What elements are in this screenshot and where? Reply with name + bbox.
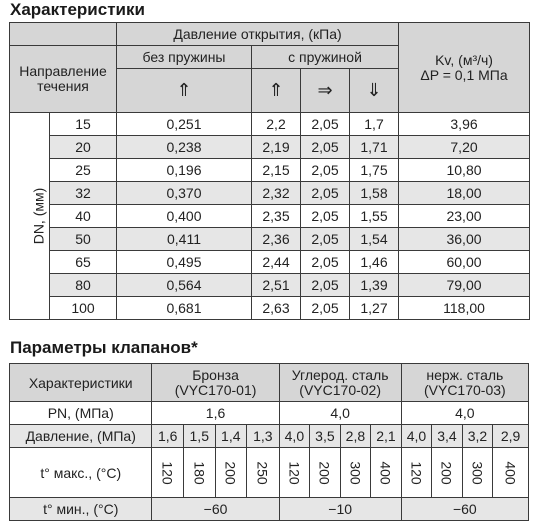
stainless-header-line1: нерж. сталь [426, 366, 504, 383]
spring-up-cell: 2,2 [252, 113, 301, 136]
tmax-cell: 200 [432, 448, 463, 498]
pressure-cell: 1,6 [152, 425, 184, 448]
pressure-cell: 3,5 [310, 425, 341, 448]
spring-down-cell: 1,71 [350, 136, 399, 159]
tmin-label: t° мин., (°C) [10, 498, 152, 521]
tmax-cell: 200 [215, 448, 247, 498]
dn-cell: 32 [50, 182, 117, 205]
tmax-cell: 120 [401, 448, 432, 498]
spring-up-cell: 2,36 [252, 228, 301, 251]
spring-up-cell: 2,51 [252, 274, 301, 297]
kv-cell: 118,00 [399, 297, 530, 320]
pn-label: PN, (МПа) [10, 402, 152, 425]
bronze-header-line1: Бронза [192, 366, 239, 383]
kv-cell: 10,80 [399, 159, 530, 182]
dn-cell: 100 [50, 297, 117, 320]
tmax-label: t° макс., (°C) [10, 448, 152, 498]
spring-down-cell: 1,75 [350, 159, 399, 182]
tmax-cell: 400 [371, 448, 402, 498]
pressure-cell: 4,0 [279, 425, 310, 448]
kv-cell: 23,00 [399, 205, 530, 228]
no-spring-cell: 0,411 [117, 228, 252, 251]
spring-up-cell: 2,44 [252, 251, 301, 274]
pn-carbon: 4,0 [279, 402, 401, 425]
bronze-header-line2: (VYC170-01) [174, 381, 257, 398]
kv-cell: 36,00 [399, 228, 530, 251]
pressure-cell: 1,5 [183, 425, 215, 448]
spring-horizontal-cell: 2,05 [301, 205, 350, 228]
bronze-header [152, 364, 279, 402]
flow-direction-line2: течения [37, 78, 89, 94]
kv-header [399, 23, 530, 113]
tmax-cell: 300 [340, 448, 371, 498]
flow-direction-line1: Направление [19, 63, 107, 79]
tmax-cell: 300 [462, 448, 493, 498]
no-spring-cell: 0,495 [117, 251, 252, 274]
spring-horizontal-cell: 2,05 [301, 182, 350, 205]
characteristics-table [9, 22, 530, 320]
dn-cell: 80 [50, 274, 117, 297]
pressure-cell: 3,4 [432, 425, 463, 448]
spring-horizontal-cell: 2,05 [301, 159, 350, 182]
pressure-cell: 1,3 [247, 425, 280, 448]
no-spring-cell: 0,370 [117, 182, 252, 205]
dn-cell: 65 [50, 251, 117, 274]
no-spring-cell: 0,564 [117, 274, 252, 297]
dn-cell: 15 [50, 113, 117, 136]
dn-cell: 25 [50, 159, 117, 182]
pn-bronze: 1,6 [152, 402, 279, 425]
spring-horizontal-cell: 2,05 [301, 113, 350, 136]
spring-horizontal-cell: 2,05 [301, 136, 350, 159]
spring-up-cell: 2,35 [252, 205, 301, 228]
spring-horizontal-cell: 2,05 [301, 251, 350, 274]
arrow-right-icon: ⇒ [301, 69, 350, 113]
tmax-cell: 200 [310, 448, 341, 498]
dn-cell: 40 [50, 205, 117, 228]
dn-axis-label: DN, (мм) [10, 113, 50, 320]
dn-cell: 50 [50, 228, 117, 251]
tmax-cell: 120 [152, 448, 184, 498]
valve-parameters-table [9, 363, 529, 521]
pressure-label: Давление, (МПа) [10, 425, 152, 448]
spring-up-cell: 2,63 [252, 297, 301, 320]
tmax-cell: 400 [493, 448, 529, 498]
characteristics-header: Характеристики [10, 364, 152, 402]
no-spring-cell: 0,238 [117, 136, 252, 159]
no-spring-cell: 0,681 [117, 297, 252, 320]
with-spring-header: с пружиной [252, 46, 399, 69]
tmin-bronze: −60 [152, 498, 279, 521]
no-spring-cell: 0,196 [117, 159, 252, 182]
without-spring-header: без пружины [117, 46, 252, 69]
pressure-group-header: Давление открытия, (кПа) [117, 23, 399, 46]
valve-parameters-title: Параметры клапанов* [10, 338, 198, 357]
pn-stainless: 4,0 [401, 402, 528, 425]
dn-cell: 20 [50, 136, 117, 159]
pressure-cell: 4,0 [401, 425, 432, 448]
spring-horizontal-cell: 2,05 [301, 228, 350, 251]
stainless-steel-header [401, 364, 528, 402]
no-spring-cell: 0,251 [117, 113, 252, 136]
kv-cell: 7,20 [399, 136, 530, 159]
spring-up-cell: 2,19 [252, 136, 301, 159]
tmin-stainless: −60 [401, 498, 528, 521]
arrow-down-icon: ⇓ [350, 69, 399, 113]
tmax-cell: 120 [279, 448, 310, 498]
pressure-cell: 3,2 [462, 425, 493, 448]
carbon-header-line2: (VYC170-02) [299, 381, 381, 398]
kv-header-line2: ΔP = 0,1 МПа [420, 66, 508, 83]
spring-down-cell: 1,54 [350, 228, 399, 251]
spring-down-cell: 1,27 [350, 297, 399, 320]
tmin-carbon: −10 [279, 498, 401, 521]
tmax-cell: 180 [183, 448, 215, 498]
pressure-cell: 2,9 [493, 425, 529, 448]
pressure-cell: 1,4 [215, 425, 247, 448]
spring-up-cell: 2,15 [252, 159, 301, 182]
tmax-cell: 250 [247, 448, 280, 498]
spring-down-cell: 1,7 [350, 113, 399, 136]
kv-cell: 79,00 [399, 274, 530, 297]
carbon-header-line1: Углерод. сталь [291, 366, 389, 383]
spring-horizontal-cell: 2,05 [301, 297, 350, 320]
pressure-cell: 2,1 [371, 425, 402, 448]
kv-cell: 60,00 [399, 251, 530, 274]
kv-header-line1: Kv, (м³/ч) [435, 51, 493, 68]
flow-direction-header [10, 46, 117, 113]
spring-down-cell: 1,55 [350, 205, 399, 228]
spring-down-cell: 1,39 [350, 274, 399, 297]
arrow-up-icon: ⇑ [117, 69, 252, 113]
spring-down-cell: 1,46 [350, 251, 399, 274]
carbon-steel-header [279, 364, 401, 402]
kv-cell: 18,00 [399, 182, 530, 205]
characteristics-title: Характеристики [10, 0, 145, 19]
header-corner [10, 23, 117, 46]
spring-up-cell: 2,32 [252, 182, 301, 205]
arrow-up-icon: ⇑ [252, 69, 301, 113]
spring-horizontal-cell: 2,05 [301, 274, 350, 297]
pressure-cell: 2,8 [340, 425, 371, 448]
no-spring-cell: 0,400 [117, 205, 252, 228]
kv-cell: 3,96 [399, 113, 530, 136]
stainless-header-line2: (VYC170-03) [423, 381, 506, 398]
spring-down-cell: 1,58 [350, 182, 399, 205]
